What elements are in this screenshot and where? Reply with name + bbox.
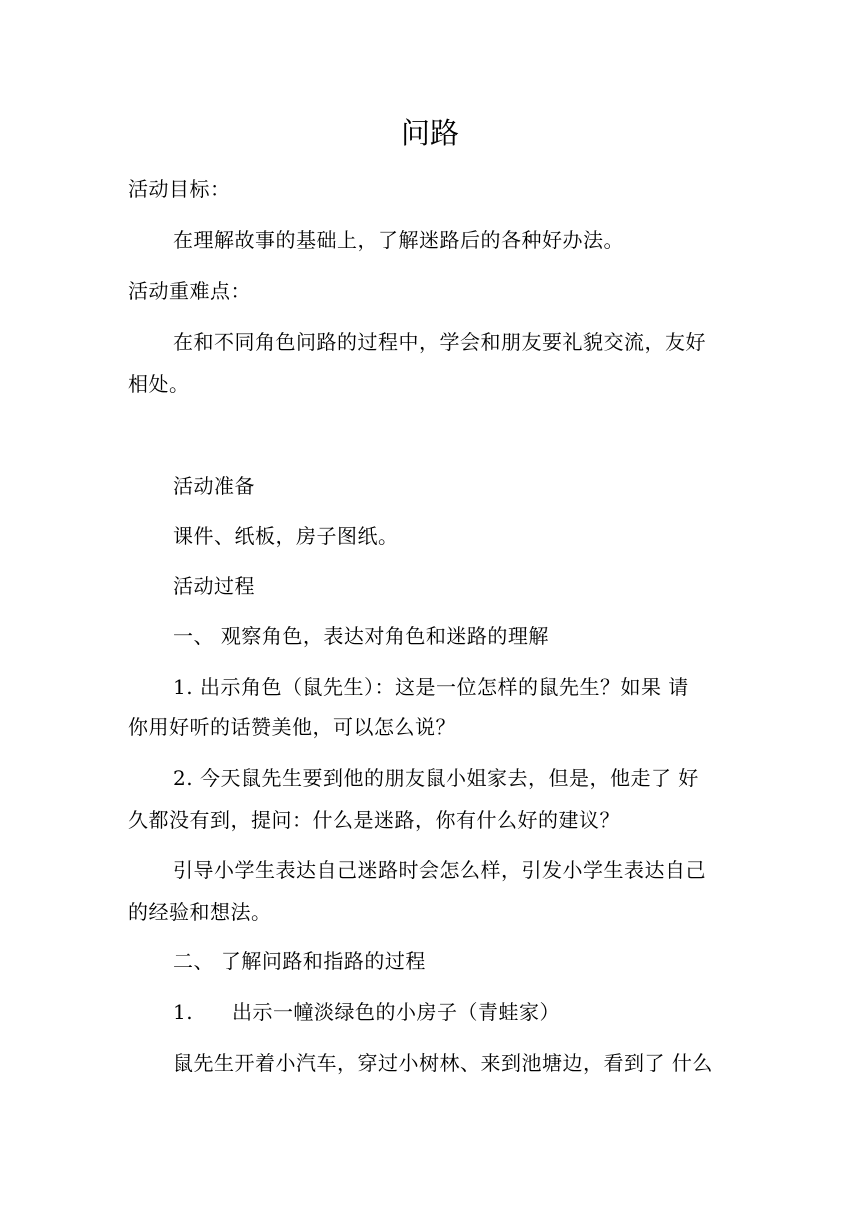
item1-line2: 你用好听的话赞美他，可以怎么说？: [128, 715, 456, 739]
item1-line1: 1. 出示角色（鼠先生）：这是一位怎样的鼠先生？如果 请: [173, 675, 689, 699]
item2-line1: 2. 今天鼠先生要到他的朋友鼠小姐家去，但是，他走了 好: [173, 766, 699, 790]
goal-text: 在理解故事的基础上，了解迷路后的各种好办法。: [173, 228, 624, 252]
item3-number: 1.: [173, 1000, 194, 1024]
prep-text: 课件、纸板，房子图纸。: [173, 524, 399, 548]
story-line1: 鼠先生开着小汽车，穿过小树林、来到池塘边，看到了 什么: [173, 1051, 713, 1075]
key-text-line1: 在和不同角色问路的过程中，学会和朋友要礼貌交流，友好: [173, 330, 706, 354]
key-text-line2: 相处。: [128, 372, 190, 396]
process-heading: 活动过程: [173, 574, 255, 598]
item2-line2: 久都没有到，提问：什么是迷路，你有什么好的建议？: [128, 808, 620, 832]
section2-heading: 二、 了解问路和指路的过程: [173, 949, 426, 973]
section1-heading: 一、 观察角色，表达对角色和迷路的理解: [173, 624, 549, 648]
prep-heading: 活动准备: [173, 474, 255, 498]
key-heading: 活动重难点：: [128, 279, 251, 303]
goal-heading: 活动目标：: [128, 177, 231, 201]
guide-line2: 的经验和想法。: [128, 900, 272, 924]
guide-line1: 引导小学生表达自己迷路时会怎么样，引发小学生表达自己: [173, 858, 706, 882]
page-title: 问路: [400, 116, 459, 150]
item3-text: 出示一幢淡绿色的小房子（青蛙家）: [232, 1000, 560, 1024]
